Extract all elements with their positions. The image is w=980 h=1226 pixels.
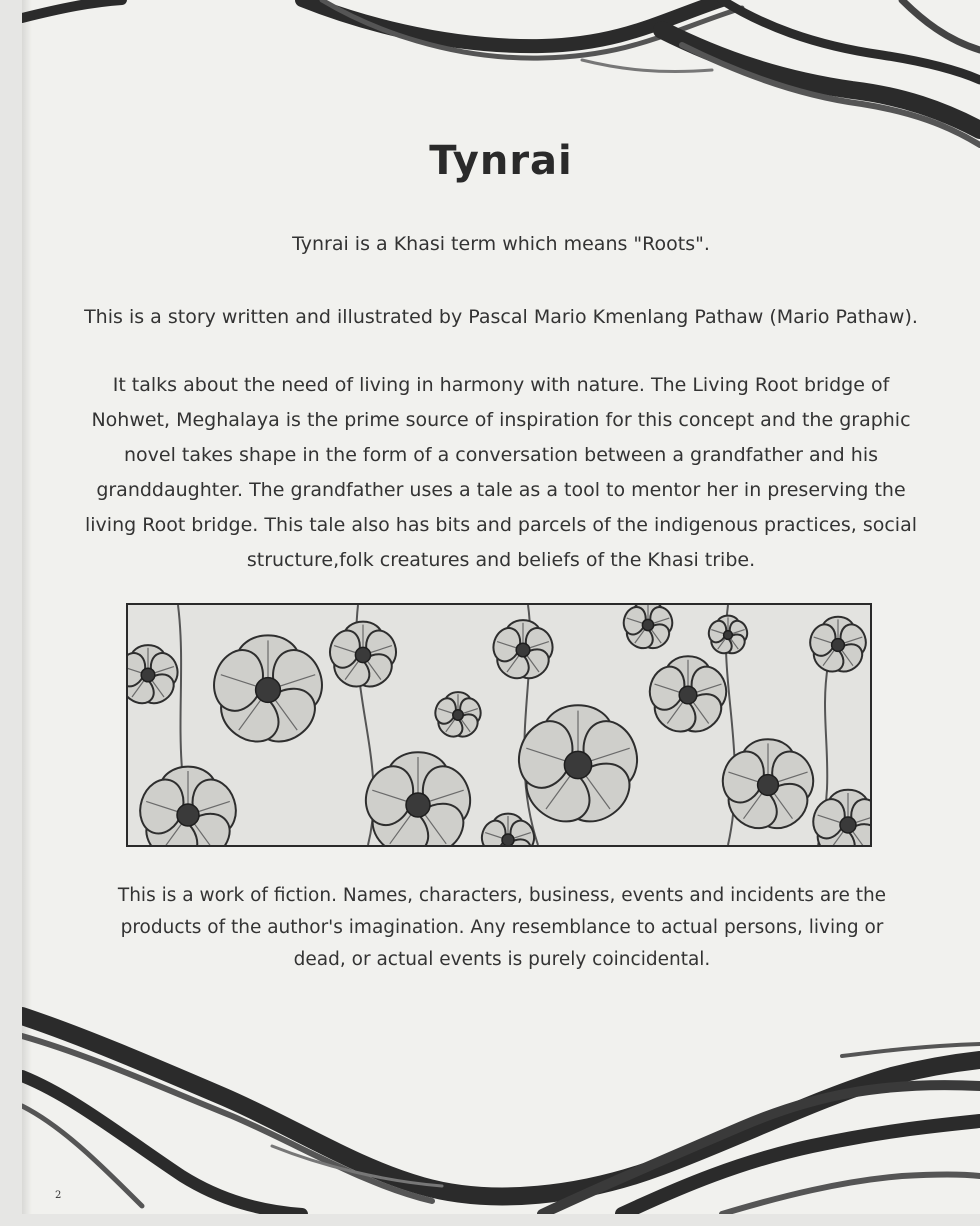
flower-icon [206,635,329,752]
flower-icon [128,645,182,709]
flower-icon [806,617,869,677]
flower-icon [359,752,478,845]
roots-illustration-top [22,0,980,150]
book-page [22,0,980,1214]
page-number: 2 [55,1190,62,1201]
credit-text: This is a story written and illustrated by Pascal Mario Kmenlang Pathaw (Mario Pathaw). [84,306,918,328]
flower-icon [706,616,750,658]
flower-icon [489,620,556,684]
roots-illustration-bottom [22,996,980,1214]
flower-icon [478,814,538,845]
flower-illustration [126,603,872,847]
description-text: It talks about the need of living in harmony with nature. The Living Root bridge of Nohwet, Meghalaya is the prime source of inspiration for this concept and the graphic novel takes shape in the form of a conversation between a grandfather and his granddaughter. The grandfather uses a tale as a tool to mentor her in preserving the living Root bridge. This tale also has bits and parcels of the indigenous practices, social structure,folk creatures and beliefs of the Khasi tribe. [85,374,917,571]
flower-icon [808,790,870,845]
flower-icon [644,656,731,739]
flower-icon [133,767,242,845]
flower-icon [432,692,484,741]
page-title: Tynrai [429,138,573,184]
flower-icon [620,605,675,653]
disclaimer-text: This is a work of fiction. Names, characters, business, events and incidents are the products of the author's imagination. Any resemblance to actual persons, living or dead, or actual events is purely coincidental. [117,885,887,970]
flower-icon [325,622,400,694]
intro-text: Tynrai is a Khasi term which means "Roots". [292,233,710,255]
flower-sketch [128,605,870,845]
